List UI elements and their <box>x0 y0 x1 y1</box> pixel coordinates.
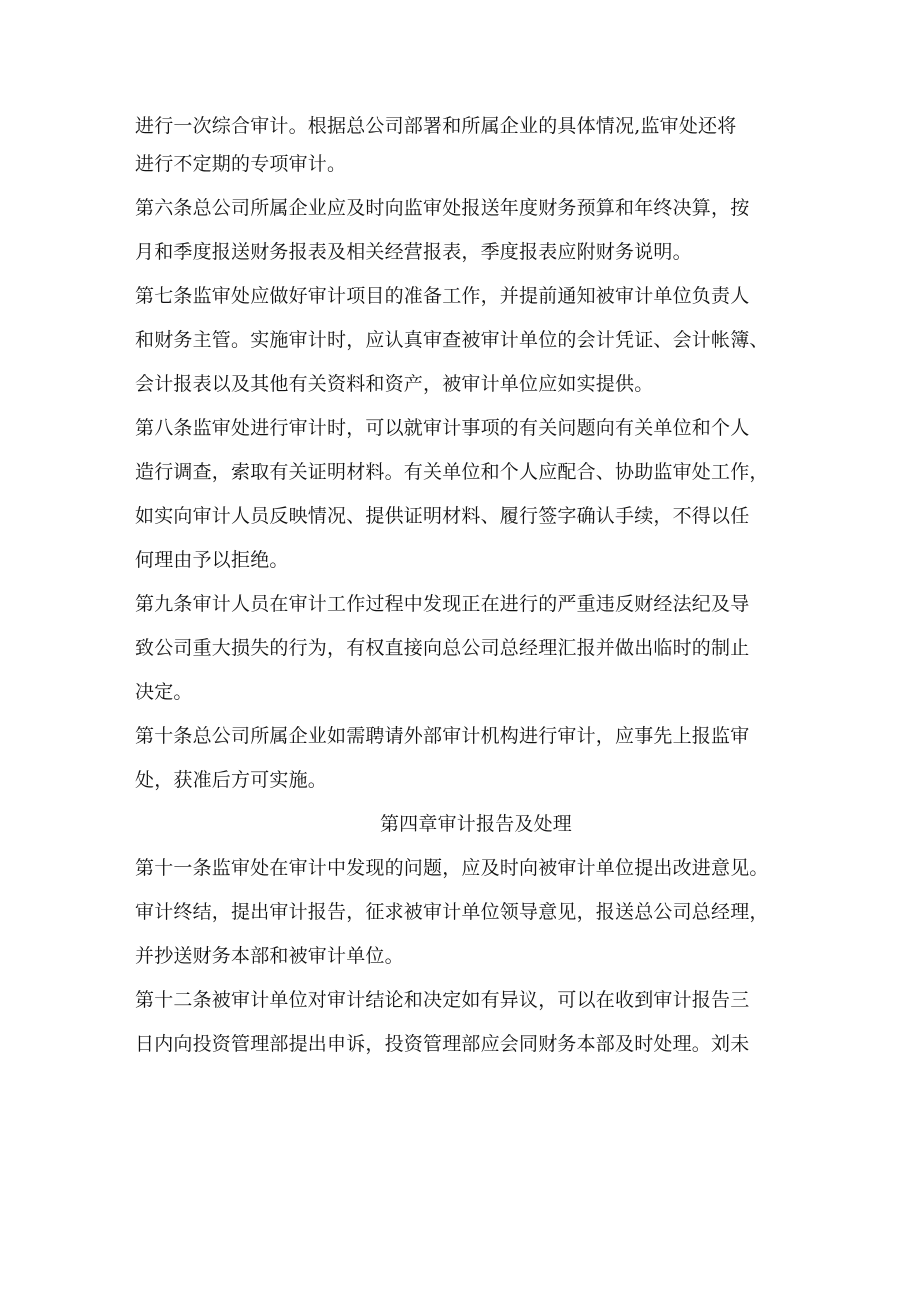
text-line: 第六条总公司所属企业应及时向监审处报送年度财务预算和年终决算，按 <box>135 197 750 219</box>
text-line: 和财务主管。实施审计时，应认真审查被审计单位的会计凭证、会计帐簿、 <box>135 329 769 351</box>
text-line: 如实向审计人员反映情况、提供证明材料、履行签字确认手续，不得以任 <box>135 505 750 527</box>
text-line: 进行不定期的专项审计。 <box>135 153 347 175</box>
text-line: 处，获准后方可实施。 <box>135 769 328 791</box>
text-line: 进行一次综合审计。根据总公司部署和所属企业的具体情况,监审处还将 <box>135 115 737 137</box>
text-line: 日内向投资管理部提出申诉，投资管理部应会同财务本部及时处理。刘未 <box>135 1033 750 1055</box>
text-line: 第七条监审处应做好审计项目的准备工作，并提前通知被审计单位负责人 <box>135 285 750 307</box>
text-line: 致公司重大损失的行为，有权直接向总公司总经理汇报并做出临时的制止 <box>135 637 750 659</box>
text-line: 何理由予以拒绝。 <box>135 549 289 571</box>
text-line: 决定。 <box>135 681 193 703</box>
chapter-heading: 第四章审计报告及处理 <box>379 813 572 835</box>
text-line: 月和季度报送财务报表及相关经营报表，季度报表应附财务说明。 <box>135 241 692 263</box>
document-body <box>135 114 795 1076</box>
text-line: 并抄送财务本部和被审计单位。 <box>135 945 404 967</box>
text-line: 第十一条监审处在审计中发现的问题，应及时向被审计单位提出改进意见。 <box>135 857 769 879</box>
text-line: 第十二条被审计单位对审计结论和决定如有异议，可以在收到审计报告三 <box>135 989 750 1011</box>
text-line: 第九条审计人员在审计工作过程中发现正在进行的严重违反财经法纪及导 <box>135 593 750 615</box>
text-line: 会计报表以及其他有关资料和资产，被审计单位应如实提供。 <box>135 373 654 395</box>
text-line: 第十条总公司所属企业如需聘请外部审计机构进行审计，应事先上报监审 <box>135 725 750 747</box>
text-line: 审计终结，提出审计报告，征求被审计单位领导意见，报送总公司总经理， <box>135 901 769 923</box>
text-line: 造行调查，索取有关证明材料。有关单位和个人应配合、协助监审处工作， <box>135 461 769 483</box>
text-line: 第八条监审处进行审计时，可以就审计事项的有关问题向有关单位和个人 <box>135 417 750 439</box>
